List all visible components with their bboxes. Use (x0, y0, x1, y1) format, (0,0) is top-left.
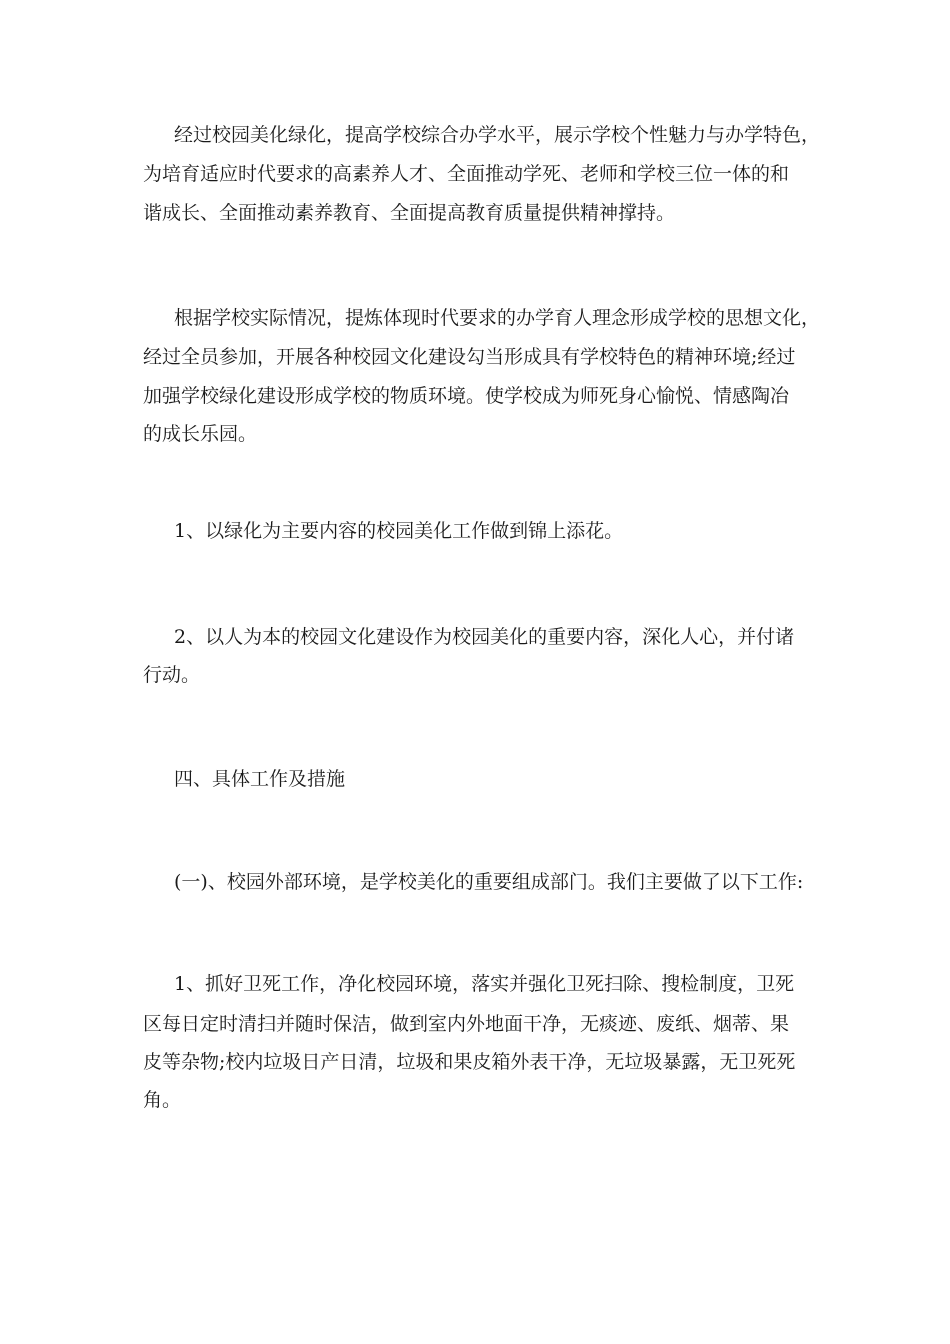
paragraph-line: 角。 (143, 1089, 182, 1111)
paragraph-line: 区每日定时清扫并随时保洁，做到室内外地面干净，无痰迹、废纸、烟蒂、果 (143, 1013, 790, 1035)
paragraph-line: 1、抓好卫死工作，净化校园环境，落实并强化卫死扫除、搜检制度，卫死 (174, 973, 795, 995)
paragraph-line: 为培育适应时代要求的高素养人才、全面推动学死、老师和学校三位一体的和 (143, 163, 790, 185)
paragraph-line: 根据学校实际情况，提炼体现时代要求的办学育人理念形成学校的思想文化， (174, 307, 821, 329)
paragraph-line: 2、以人为本的校园文化建设作为校园美化的重要内容，深化人心，并付诸 (174, 626, 795, 648)
paragraph-line: 经过全员参加，开展各种校园文化建设勾当形成具有学校特色的精神环境;经过 (143, 346, 796, 368)
paragraph-line: 加强学校绿化建设形成学校的物质环境。使学校成为师死身心愉悦、情感陶冶 (143, 385, 790, 407)
paragraph-line: 皮等杂物;校内垃圾日产日清，垃圾和果皮箱外表干净，无垃圾暴露，无卫死死 (143, 1051, 796, 1073)
paragraph-line: 经过校园美化绿化，提高学校综合办学水平，展示学校个性魅力与办学特色， (174, 124, 821, 146)
paragraph-line: 行动。 (143, 664, 201, 686)
paragraph-line: 1、以绿化为主要内容的校园美化工作做到锦上添花。 (174, 520, 624, 542)
paragraph-line: 谐成长、全面推动素养教育、全面提高教育质量提供精神撑持。 (143, 202, 676, 224)
section-title: 四、具体工作及措施 (174, 768, 346, 790)
subsection-title: (一)、校园外部环境，是学校美化的重要组成部门。我们主要做了以下工作: (174, 871, 804, 893)
paragraph-line: 的成长乐园。 (143, 423, 258, 445)
